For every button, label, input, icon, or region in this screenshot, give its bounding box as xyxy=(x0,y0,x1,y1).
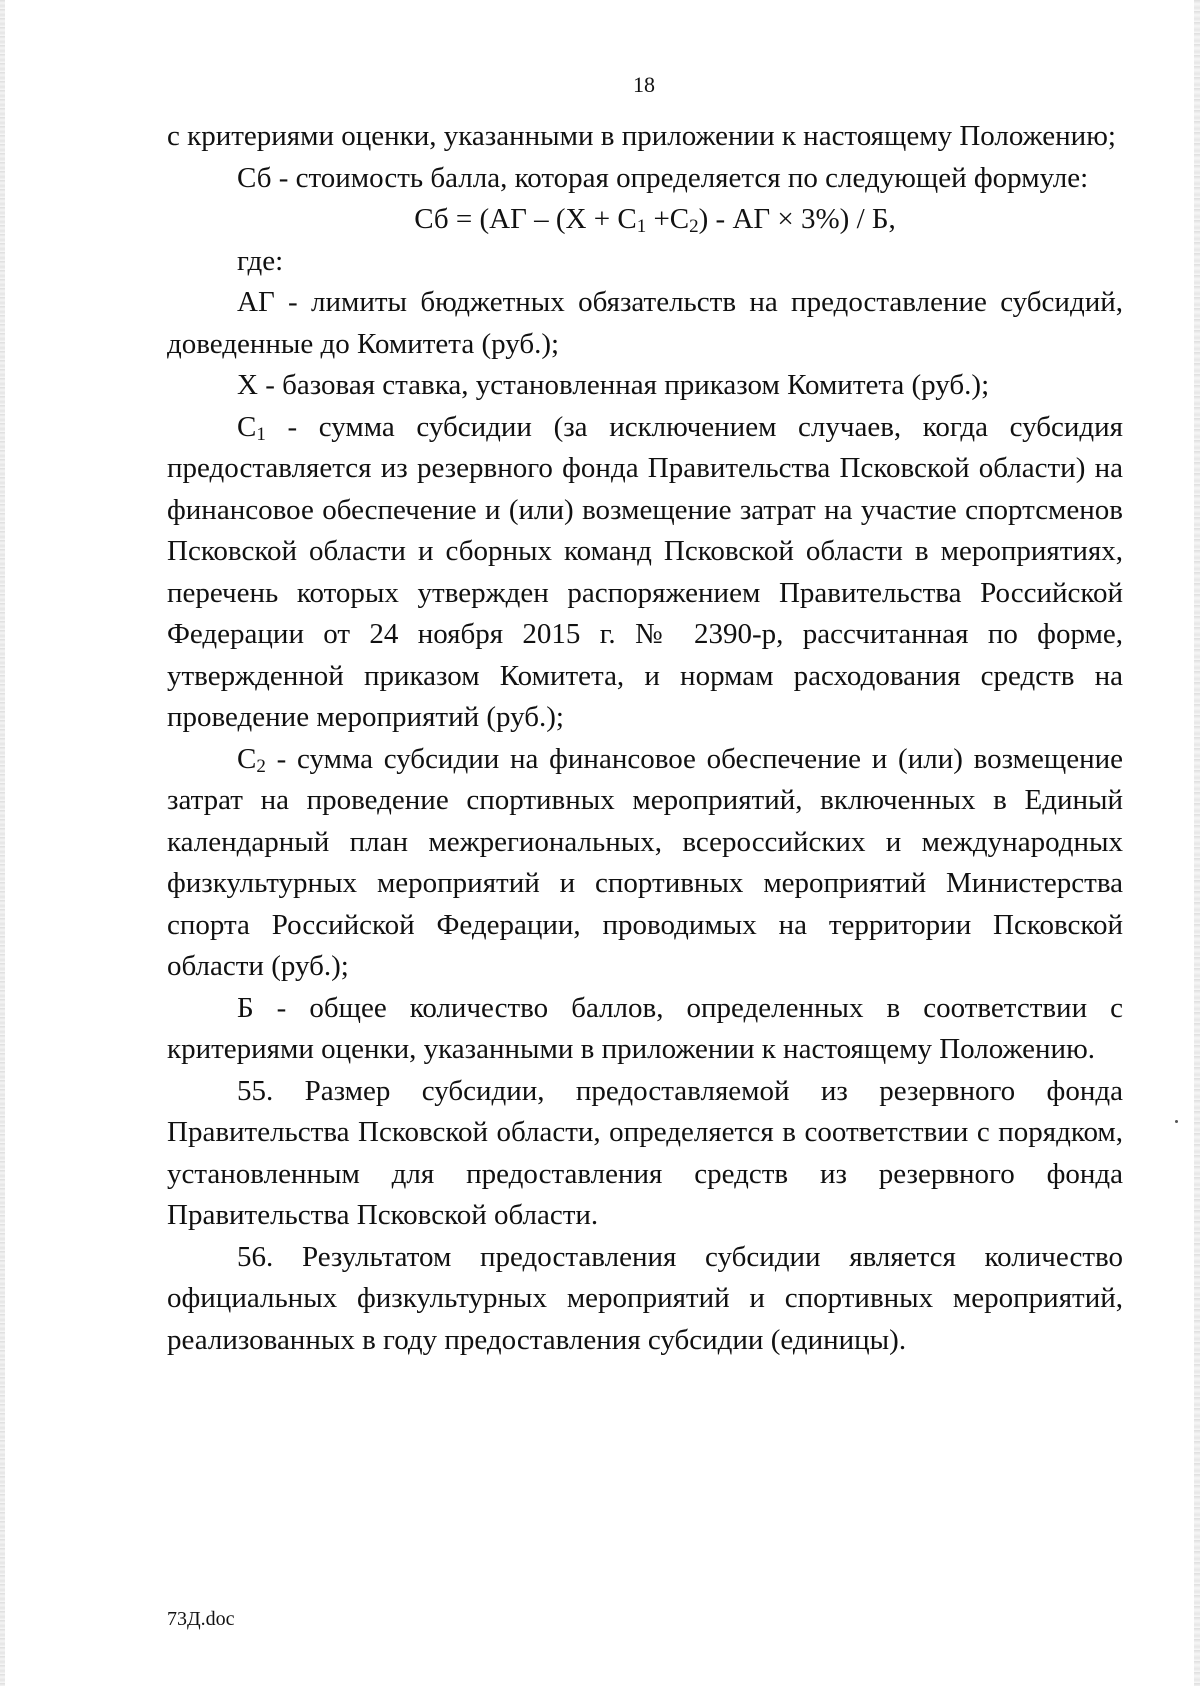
variable-subscript: 2 xyxy=(256,755,266,777)
paragraph xyxy=(167,407,1123,739)
formula-part: Сб = (АГ – (Х + С xyxy=(414,203,637,235)
paragraph xyxy=(167,739,1123,988)
scan-edge-right xyxy=(1194,0,1200,1686)
formula xyxy=(167,199,1123,241)
paragraph-text: - сумма субсидии (за исключением случаев, когда субсидия предоставляется из резервного фонда Правительства Псковской области) на финансовое обеспечение и (или) возмещение затрат на участие спортсменов Псковской области и сборных команд Псковской области в мероприятиях, перечень которых утвержден распоряжением Правительства Российской Федерации от 24 ноября 2015 г. № 2390-р, рассчитанная по форме, утвержденной приказом Комитета, и нормам расходования средств на проведение мероприятий (руб.); xyxy=(167,410,1123,733)
paragraph: Б - общее количество баллов, определенных в соответствии с критериями оценки, указанными в приложении к настоящему Положению. xyxy=(167,991,1123,1065)
paragraph: Сб - стоимость балла, которая определяется по следующей формуле: xyxy=(237,161,1089,194)
formula-subscript: 2 xyxy=(689,216,699,237)
formula-part: +С xyxy=(646,203,690,235)
variable-subscript: 1 xyxy=(256,423,266,445)
paragraph: 55. Размер субсидии, предоставляемой из резервного фонда Правительства Псковской области, определяется в соответствии с порядком, установленным для предоставления средств из резервного фонда Правительства Псковской области. xyxy=(167,1074,1123,1231)
paragraph: Х - базовая ставка, установленная приказом Комитета (руб.); xyxy=(237,369,990,401)
paragraph: АГ - лимиты бюджетных обязательств на предоставление субсидий, доведенные до Комитета (руб.); xyxy=(167,286,1123,360)
paragraph: 56. Результатом предоставления субсидии является количество официальных физкультурных мероприятий и спортивных мероприятий, реализованных в году предоставления субсидии (единицы). xyxy=(167,1240,1123,1356)
formula-subscript: 1 xyxy=(636,216,647,237)
paragraph: где: xyxy=(237,244,284,277)
variable-name: С xyxy=(237,410,257,443)
page-number: 18 xyxy=(633,72,655,97)
paragraph: с критериями оценки, указанными в приложении к настоящему Положению; xyxy=(167,120,1116,152)
variable-name: С xyxy=(237,742,257,775)
body-text xyxy=(167,116,1123,1361)
file-name-footer: 73Д.doc xyxy=(167,1608,235,1630)
paragraph-text: - сумма субсидии на финансовое обеспечение и (или) возмещение затрат на проведение спортивных мероприятий, включенных в Единый календарный план межрегиональных, всероссийских и международных физкультурных мероприятий и спортивных мероприятий Министерства спорта Российской Федерации, проводимых на территории Псковской области (руб.); xyxy=(167,742,1123,982)
scan-edge-left xyxy=(0,0,5,1686)
scan-speck xyxy=(1175,1120,1178,1123)
formula-part: ) - АГ × 3%) / Б, xyxy=(698,203,896,235)
